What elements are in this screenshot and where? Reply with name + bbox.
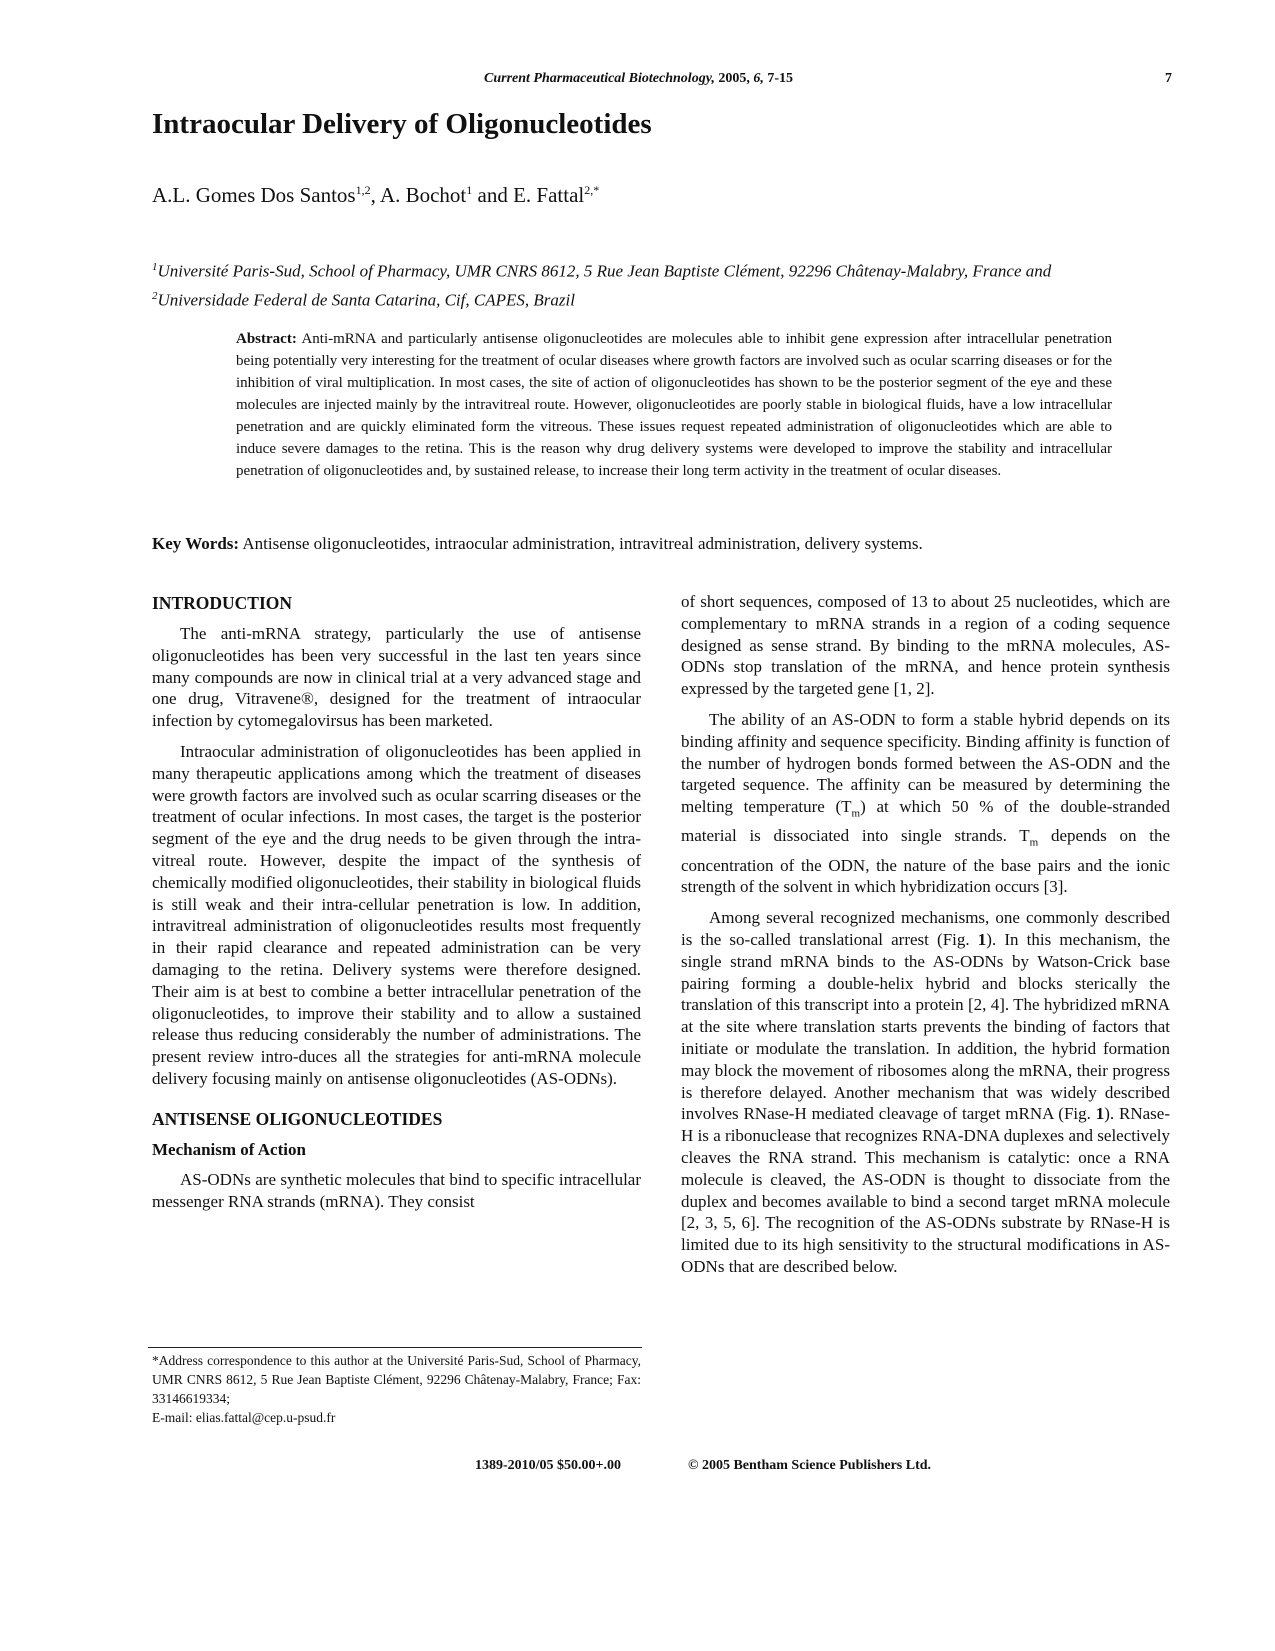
paragraph: The anti-mRNA strategy, particularly the use of antisense oligonucleotides has been very successful in the last ten years since many compounds are now in clinical trial at a very advanced stage and one drug, Vitravene®, designed for the treatment of intraocular infection by cytomegalovirsus has been marketed. xyxy=(152,624,641,731)
section-heading-introduction: INTRODUCTION xyxy=(152,593,293,613)
affiliation-mark: 2 xyxy=(152,289,158,302)
section-heading-antisense: ANTISENSE OLIGONUCLEOTIDES xyxy=(152,1108,443,1129)
author-affiliation-mark: 1 xyxy=(466,183,473,197)
paragraph-text: ). RNase-H is a ribonuclease that recognizes RNA-DNA duplexes and selectively cleaves the RNA strand. This mechanism is catalytic: once a RNA molecule is cleaved, the AS-ODN is thought to dissociate from the duplex and becomes available to bind a second target mRNA molecule [2, 3, 5, 6]. The recognition of the AS-ODNs substrate by RNase-H is limited due to its high sensitivity to the structural modifications in AS-ODNs that are described below. xyxy=(681,1104,1170,1276)
keywords xyxy=(152,534,1152,554)
affiliations xyxy=(152,255,1112,312)
author-name: E. Fattal xyxy=(513,183,585,207)
paragraph: Intraocular administration of oligonucleotides has been applied in many therapeutic applications among which the treatment of diseases were growth factors are involved such as ocular scarring diseases or the treatment of ocular infections. In most cases, the target is the posterior segment of the eye and the drug needs to be given through the intra-vitreal route. However, despite the impact of the synthesis of chemically modified oligonucleotides, their stability in biological fluids is still weak and their intra-cellular penetration is low. In addition, intravitreal administration of oligonucleotides results most frequently in their rapid clearance and repeated administration can be very damaging to the retina. Delivery systems were therefore designed. Their aim is at best to combine a better intracellular penetration of the oligonucleotides, to improve their stability and to allow a sustained release thus reducing considerably the number of administrations. The present review intro-duces all the strategies for anti-mRNA molecule delivery focusing mainly on antisense oligonucleotides (AS-ODNs). xyxy=(152,741,641,1088)
affiliation-text: Universidade Federal de Santa Catarina, Cif, CAPES, Brazil xyxy=(157,290,575,310)
abstract-label: Abstract: xyxy=(236,331,297,347)
paragraph xyxy=(681,709,1170,898)
running-head xyxy=(152,71,1172,91)
page-number: 7 xyxy=(1165,71,1172,86)
author-affiliation-mark: 1,2 xyxy=(355,183,371,197)
paragraph-text: ) at which 50 % of the double-stranded material is dissociated into single strands. T xyxy=(681,797,1170,846)
issn-price: 1389-2010/05 $50.00+.00 xyxy=(475,1458,622,1473)
keywords-label: Key Words: xyxy=(152,534,240,553)
footnote-email: E-mail: elias.fattal@cep.u-psud.fr xyxy=(152,1410,336,1425)
paragraph-text: Among several recognized mechanisms, one commonly described is the so-called translational arrest (Fig. xyxy=(681,908,1170,949)
left-column xyxy=(152,592,641,1221)
affiliation-text: Université Paris-Sud, School of Pharmacy, UMR CNRS 8612, 5 Rue Jean Baptiste Clément, 92296 Châtenay-Malabry, France and xyxy=(157,261,1052,281)
paragraph: AS-ODNs are synthetic molecules that bind to specific intracellular messenger RNA strands (mRNA). They consist xyxy=(152,1169,641,1211)
article-title: Intraocular Delivery of Oligonucleotides xyxy=(152,108,652,140)
paragraph-text: depends on the concentration of the ODN, the nature of the base pairs and the ionic strength of the solvent in which hybridization occurs [3]. xyxy=(681,826,1170,897)
author-affiliation-mark: 2,* xyxy=(584,183,600,197)
author-name: A. Bochot xyxy=(379,183,467,207)
subscript: m xyxy=(851,807,861,820)
author-separator: , xyxy=(370,183,380,207)
author-name: A.L. Gomes Dos Santos xyxy=(152,183,356,207)
journal-volume: 6, xyxy=(753,71,764,86)
figure-reference: 1 xyxy=(977,929,987,949)
footnote-address: *Address correspondence to this author at the Université Paris-Sud, School of Pharmacy, UMR CNRS 8612, 5 Rue Jean Baptiste Clément, 92296 Châtenay-Malabry, France; Fax: 33146619334; xyxy=(152,1353,641,1406)
abstract-text: Anti-mRNA and particularly antisense oligonucleotides are molecules able to inhibit gene expression after intracellular penetration being potentially very interesting for the treatment of ocular diseases where growth factors are involved such as ocular scarring diseases or for the inhibition of viral multiplication. In most cases, the site of action of oligonucleotides has shown to be the posterior segment of the eye and these molecules are injected mainly by the intravitreal route. However, oligonucleotides are poorly stable in biological fluids, have a low intracellular penetration and are quickly eliminated form the vitreous. These issues request repeated administration of oligonucleotides which are able to induce severe damages to the retina. This is the reason why drug delivery systems were developed to improve the stability and intracellular penetration of oligonucleotides and, by sustained release, to increase their long term activity in the treatment of ocular diseases. xyxy=(236,331,1112,479)
correspondence-footnote xyxy=(152,1351,641,1427)
affiliation-mark: 1 xyxy=(152,261,158,273)
journal-name: Current Pharmaceutical Biotechnology, xyxy=(484,71,715,86)
right-column xyxy=(681,591,1170,1287)
abstract xyxy=(236,328,1112,482)
keywords-text: Antisense oligonucleotides, intraocular administration, intravitreal administration, delivery systems. xyxy=(239,534,923,553)
journal-year: 2005, xyxy=(718,71,750,86)
footnote-divider xyxy=(148,1347,642,1348)
journal-citation xyxy=(484,71,793,87)
subscript: m xyxy=(1029,836,1039,849)
journal-pages: 7-15 xyxy=(767,71,794,86)
figure-reference: 1 xyxy=(1095,1104,1105,1124)
author-separator: and xyxy=(472,183,514,207)
paragraph xyxy=(681,907,1170,1278)
subsection-heading-mechanism: Mechanism of Action xyxy=(152,1139,306,1159)
copyright-notice: © 2005 Bentham Science Publishers Ltd. xyxy=(688,1458,932,1473)
paragraph: of short sequences, composed of 13 to about 25 nucleotides, which are complementary to mRNA strands in a region of a coding sequence designed as sense strand. By binding to the mRNA molecules, AS-ODNs stop translation of the mRNA, and hence protein synthesis expressed by the targeted gene [1, 2]. xyxy=(681,592,1170,699)
paragraph-text: The ability of an AS-ODN to form a stable hybrid depends on its binding affinity and sequence specificity. Binding affinity is function of the number of hydrogen bonds formed between the AS-ODN and the targeted sequence. The affinity can be measured by determining the melting temperature (T xyxy=(681,709,1170,817)
author-list xyxy=(152,183,599,208)
paragraph-text: ). In this mechanism, the single strand mRNA binds to the AS-ODNs by Watson-Crick base pairing forming a double-helix hybrid and blocks sterically the translation of this transcript into a protein [2, 4]. The hybridized mRNA at the site where translation starts prevents the binding of factors that initiate or modulate the translation. In addition, the hybrid formation may block the movement of ribosomes along the mRNA, their progress is therefore delayed. Another mechanism that was widely described involves RNase-H mediated cleavage of target mRNA (Fig. xyxy=(681,929,1171,1124)
